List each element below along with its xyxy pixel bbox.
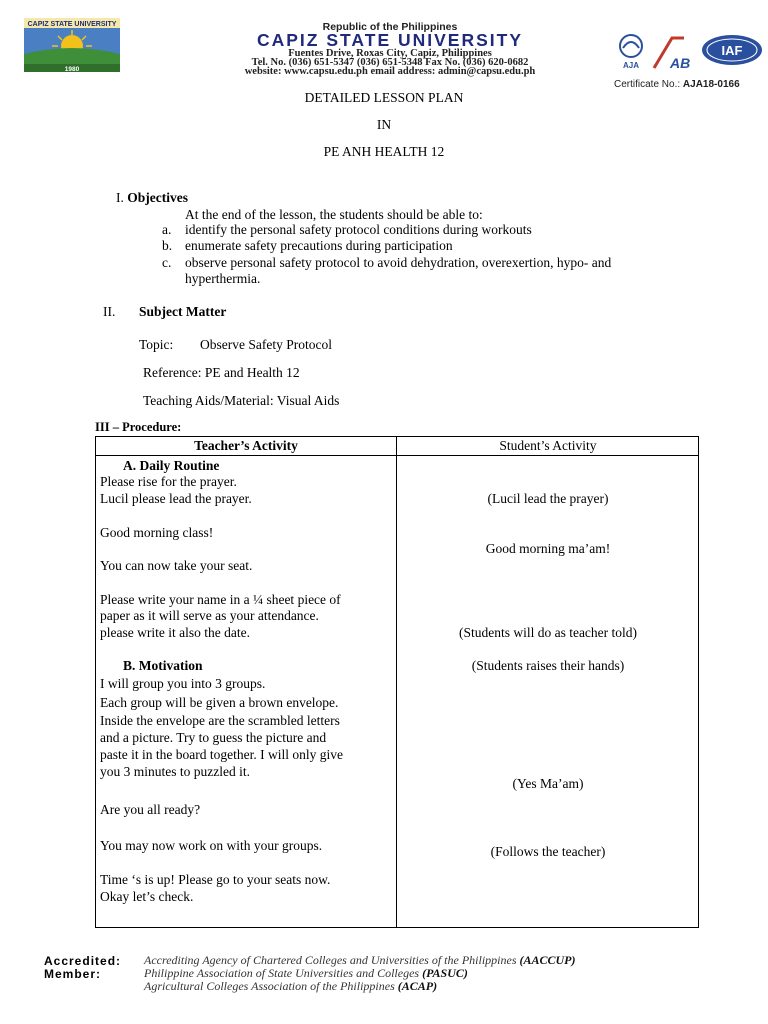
telephone-line: Tel. No. (036) 651-5347 (036) 651-5348 Fax No. (036) 620-0682 (251, 57, 529, 68)
teacher-line: paper as it will serve as your attendance. (100, 608, 319, 623)
student-line: (Yes Ma’am) (512, 776, 584, 791)
teacher-line: Good morning class! (100, 525, 214, 540)
footer-aaccup: Accrediting Agency of Chartered Colleges and Universities of the Philippines (AACCUP) (144, 953, 576, 967)
teacher-line: You may now work on with your groups. (100, 838, 323, 853)
logo-year: 1980 (64, 66, 80, 73)
ab-badge-label: AB (670, 55, 691, 71)
plan-subject: PE ANH HEALTH 12 (323, 144, 445, 159)
website-label: website: (244, 66, 282, 77)
section-daily-routine: A. Daily Routine (123, 458, 220, 473)
teaching-aids-line: Teaching Aids/Material: Visual Aids (143, 393, 340, 408)
teacher-activity-header: Teacher’s Activity (194, 438, 298, 453)
university-logo (22, 16, 122, 74)
subject-matter-numeral: II. (103, 304, 116, 319)
subject-matter-heading: Subject Matter (139, 304, 227, 319)
footer-pasuc: Philippine Association of State Universities and Colleges (PASUC) (144, 966, 468, 980)
objective-item: c. observe personal safety protocol to avoid dehydration, overexertion, hypo- and (162, 255, 612, 270)
member-label: Member: (44, 967, 102, 981)
teacher-line: Time ‘s is up! Please go to your seats now. (100, 872, 331, 887)
topic-label: Topic: (139, 337, 174, 352)
certificate-number: Certificate No.: AJA18-0166 (614, 79, 740, 90)
teacher-line: paste it in the board together. I will only give (100, 747, 343, 762)
procedure-heading: III – Procedure: (95, 420, 182, 434)
republic-line: Republic of the Philippines (322, 21, 458, 33)
teacher-line: Each group will be given a brown envelope. (100, 695, 339, 710)
student-activity-header: Student’s Activity (499, 438, 597, 453)
student-line: (Follows the teacher) (490, 844, 606, 859)
section-motivation: B. Motivation (123, 658, 203, 673)
student-line: (Students will do as teacher told) (458, 625, 638, 640)
teacher-line: Lucil please lead the prayer. (100, 491, 252, 506)
reference-line: Reference: PE and Health 12 (143, 365, 300, 380)
plan-title: DETAILED LESSON PLAN (304, 90, 464, 105)
table-header-divider (95, 455, 699, 456)
university-name: CAPIZ STATE UNIVERSITY (256, 30, 523, 50)
address-line: Fuentes Drive, Roxas City, Capiz, Philippines (288, 48, 492, 59)
teacher-line: you 3 minutes to puzzled it. (100, 764, 250, 779)
teacher-line: Okay let’s check. (100, 889, 194, 904)
aja-badge-label: AJA (622, 61, 640, 70)
objectives-intro: At the end of the lesson, the students should be able to: (185, 207, 483, 222)
logo-caption: CAPIZ STATE UNIVERSITY (27, 21, 117, 28)
teacher-line: Please rise for the prayer. (100, 474, 237, 489)
footer-acap: Agricultural Colleges Association of the Philippines (ACAP) (144, 979, 438, 993)
teacher-line: Inside the envelope are the scrambled letters (100, 713, 340, 728)
objectives-heading: I. Objectives (116, 190, 188, 205)
teacher-line: Are you all ready? (100, 802, 201, 817)
teacher-line: Please write your name in a ¼ sheet piece of (100, 592, 341, 607)
teacher-line: I will group you into 3 groups. (100, 676, 266, 691)
teacher-line: and a picture. Try to guess the picture and (100, 730, 327, 745)
iaf-badge-label: IAF (721, 43, 743, 58)
certification-badges (614, 30, 764, 80)
ab-badge-icon (654, 38, 690, 71)
student-line: (Lucil lead the prayer) (487, 491, 609, 506)
topic-value: Observe Safety Protocol (200, 337, 332, 352)
student-line: (Students raises their hands) (471, 658, 625, 673)
aja-badge-icon (620, 35, 642, 70)
teacher-line: You can now take your seat. (100, 558, 253, 573)
objective-item: a. identify the personal safety protocol conditions during workouts (162, 222, 532, 237)
accredited-label: Accredited: (44, 954, 122, 968)
objective-item-continuation: hyperthermia. (185, 271, 261, 286)
plan-title-in: IN (376, 117, 392, 132)
email-label: email address: (370, 66, 436, 77)
objective-item: b. enumerate safety precautions during participation (162, 238, 453, 253)
website-link[interactable]: www.capsu.edu.ph (284, 66, 368, 77)
teacher-line: please write it also the date. (100, 625, 250, 640)
email-link[interactable]: admin@capsu.edu.ph (437, 66, 536, 77)
student-line: Good morning ma’am! (485, 541, 611, 556)
iaf-badge-icon (702, 35, 762, 65)
website-line (180, 66, 600, 77)
